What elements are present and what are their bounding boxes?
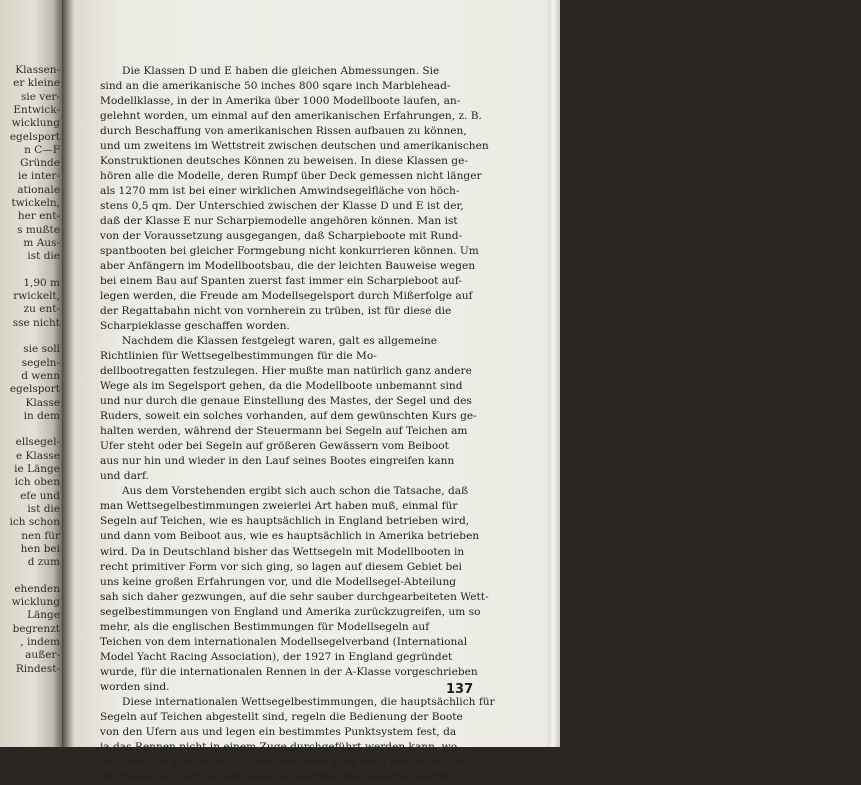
left-page-line: n C—F: [24, 143, 60, 156]
main-text-block: [100, 64, 495, 785]
text-line: aber Anfängern im Modellbootsbau, die der leichten Bauweise wegen: [100, 260, 476, 273]
left-page-line: twickeln,: [11, 197, 60, 209]
left-page-line: ie inter-: [17, 170, 60, 183]
text-line: und darf.: [100, 470, 149, 483]
text-line: Modellklasse, in der in Amerika über 1000 Modellboote laufen, an-: [100, 95, 461, 108]
text-line: Ruders, soweit ein solches vorhanden, auf dem gewünschten Kurs ge-: [100, 410, 477, 423]
text-line: sind an die amerikanische 50 inches 800 sqare inch Marblehead-: [100, 80, 451, 93]
text-line: von der Voraussetzung ausgegangen, daß Scharpieboote mit Rund-: [100, 230, 463, 243]
text-line: der Boote am Ufer für sich gesegelt werden und bewertet werden: [100, 770, 456, 783]
text-line: Segeln auf Teichen abgestellt sind, regeln die Bedienung der Boote: [100, 710, 463, 723]
text-line: der Regattabahn nicht von vornherein zu trüben, ist für diese die: [100, 305, 452, 318]
left-page-line: ist die: [27, 502, 60, 515]
text-line: segelbestimmungen von England und Amerika zurückzugreifen, um so: [100, 605, 481, 618]
text-line: Die Klassen D und E haben die gleichen Abmessungen. Sie: [122, 65, 440, 77]
left-page-line: segeln-: [21, 356, 60, 369]
left-page-line: außer-: [25, 649, 60, 662]
left-page-line: ich oben: [14, 476, 60, 489]
left-page-line: Rindest-: [15, 662, 60, 675]
left-page-line: , indem: [20, 635, 60, 648]
left-page-line: ist die: [27, 250, 60, 263]
book-gutter: [62, 0, 74, 747]
text-line: aus nur hin und wieder in den Lauf seines Bootes eingreifen kann: [100, 455, 455, 468]
text-line: Teichen von dem internationalen Modellsegelverband (International: [100, 635, 468, 648]
left-page-line: hen bei: [20, 542, 60, 555]
text-line: der erste am Ziel Sieger ist, sondern jeder Kurs nach Neueinstellung: [100, 755, 472, 768]
text-line: Konstruktionen deutsches Können zu beweisen. In diese Klassen ge-: [100, 155, 468, 168]
text-line: Scharpieklasse geschaffen worden.: [100, 320, 290, 333]
text-line: und dann vom Beiboot aus, wie es hauptsächlich in Amerika betrieben: [100, 530, 480, 543]
text-line: uns keine großen Erfahrungen vor, und die Modellsegel-Abteilung: [100, 575, 457, 588]
left-page-line: egelsport: [9, 383, 60, 396]
text-line: halten werden, während der Steuermann bei Segeln auf Teichen am: [100, 425, 468, 438]
text-line: spantbooten bei gleicher Formgebung nicht konkurrieren können. Um: [100, 245, 479, 258]
left-page-line: ich schon: [9, 516, 60, 529]
left-page-line: ehenden: [14, 582, 60, 595]
left-page-line: m Aus-: [23, 236, 60, 249]
text-line: als 1270 mm ist bei einer wirklichen Amwindsegelfläche von höch-: [100, 185, 460, 198]
left-page-line: rwickelt,: [13, 290, 60, 303]
left-page-line: ie Länge: [14, 463, 60, 475]
text-line: von den Ufern aus und legen ein bestimmtes Punktsystem fest, da: [100, 725, 457, 738]
left-page-line: Gründe: [20, 157, 60, 170]
text-line: stens 0,5 qm. Der Unterschied zwischen der Klasse D und E ist der,: [100, 200, 464, 213]
text-line: wird. Da in Deutschland bisher das Wettsegeln mit Modellbooten in: [100, 545, 465, 558]
left-page-line: d wenn: [21, 369, 60, 382]
left-page-line: ellsegel-: [15, 436, 60, 449]
text-line: gelehnt worden, um einmal auf den amerikanischen Erfahrungen, z. B.: [100, 110, 482, 123]
text-line: Diese internationalen Wettsegelbestimmungen, die hauptsächlich für: [122, 695, 495, 708]
left-page-line: her ent-: [17, 210, 60, 223]
text-line: worden sind.: [100, 680, 170, 693]
text-line: Segeln auf Teichen, wie es hauptsächlich in England betrieben wird,: [100, 515, 470, 528]
left-page-line: e Klasse: [15, 449, 60, 462]
left-page-line: Klasse: [25, 396, 60, 409]
text-line: Wege als im Segelsport gehen, da die Modellboote unbemannt sind: [100, 380, 463, 393]
left-page-line: efe und: [20, 489, 60, 502]
text-line: Nachdem die Klassen festgelegt waren, galt es allgemeine: [122, 335, 437, 348]
text-line: durch Beschaffung von amerikanischen Rissen aufbauen zu können,: [100, 125, 467, 138]
left-page-line: zu ent-: [23, 303, 60, 316]
text-line: Richtlinien für Wettsegelbestimmungen für die Mo-: [100, 350, 377, 363]
text-line: mehr, als die englischen Bestimmungen für Modellsegeln auf: [100, 620, 430, 633]
text-line: recht primitiver Form vor sich ging, so lagen auf diesem Gebiet bei: [100, 560, 462, 573]
left-page-line: Länge: [27, 609, 60, 622]
left-page-line: wicklung: [11, 117, 60, 130]
left-page-line: s mußte: [17, 223, 60, 236]
left-page-line: nen für: [21, 529, 60, 542]
left-page-line: sie soll: [23, 343, 60, 356]
page-number: 137: [446, 682, 474, 697]
left-page-line: sie ver-: [20, 90, 60, 103]
text-line: legen werden, die Freude am Modellsegelsport durch Mißerfolge auf: [100, 290, 473, 303]
left-page-line: Klassen-: [15, 64, 60, 76]
left-page-line: d zum: [27, 556, 60, 569]
left-page-line: in dem: [23, 409, 60, 422]
text-line: und um zweitens im Wettstreit zwischen deutschen und amerikanischen: [100, 140, 489, 153]
left-page-edge: [0, 0, 62, 747]
text-line: bei einem Bau auf Spanten zuerst fast immer ein Scharpieboot auf-: [100, 275, 462, 288]
left-page-line: ationale: [17, 183, 60, 196]
text-line: Aus dem Vorstehenden ergibt sich auch schon die Tatsache, daß: [122, 485, 469, 498]
left-page-line: er kleine: [13, 77, 60, 90]
left-page-line: wicklung: [11, 596, 60, 608]
left-page-line: begrenzt: [12, 622, 60, 635]
text-line: man Wettsegelbestimmungen zweierlei Art haben muß, einmal für: [100, 500, 458, 513]
left-page-line: 1,90 m: [23, 276, 60, 289]
left-page-line: Entwick-: [13, 103, 60, 116]
text-line: Ufer steht oder bei Segeln auf größeren Gewässern vom Beiboot: [100, 440, 449, 453]
text-line: und nur durch die genaue Einstellung des Mastes, der Segel und des: [100, 395, 472, 408]
page-edge: [548, 0, 560, 747]
left-page-line: sse nicht: [12, 316, 60, 329]
text-line: hören alle die Modelle, deren Rumpf über Deck gemessen nicht länger: [100, 170, 482, 183]
text-line: ja das Rennen nicht in einem Zuge durchgeführt werden kann, wo: [100, 740, 458, 753]
left-page-line: egelsport: [9, 130, 60, 143]
text-line: daß der Klasse E nur Scharpiemodelle angehören können. Man ist: [100, 215, 458, 228]
text-line: sah sich daher gezwungen, auf die sehr sauber durchgearbeiteten Wett-: [100, 590, 489, 603]
text-line: wurde, für die internationalen Rennen in der A-Klasse vorgeschrieben: [100, 665, 478, 678]
text-line: dellbootregatten festzulegen. Hier mußte man natürlich ganz andere: [100, 365, 472, 378]
text-line: Model Yacht Racing Association), der 1927 in England gegründet: [100, 650, 453, 663]
